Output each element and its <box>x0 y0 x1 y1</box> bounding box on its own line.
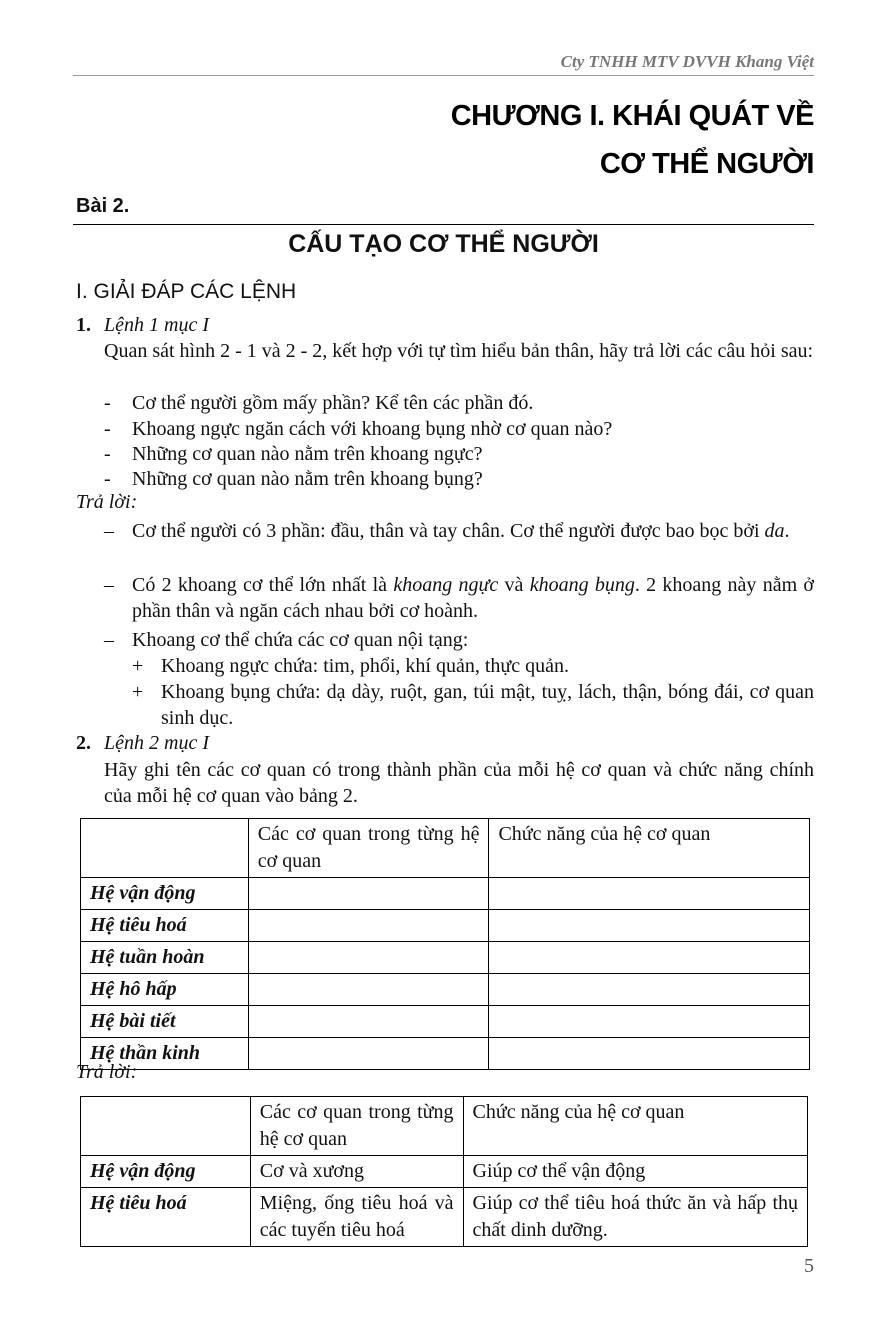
system-label: Hệ hô hấp <box>81 974 249 1006</box>
table-empty-cell <box>248 942 489 974</box>
table-header-cell: Chức năng của hệ cơ quan <box>463 1097 807 1156</box>
answer-text: Khoang cơ thể chứa các cơ quan nội tạng: <box>132 629 469 651</box>
table-row <box>81 910 810 942</box>
question-text: Những cơ quan nào nằm trên khoang bụng? <box>132 468 483 490</box>
table-header-cell: Chức năng của hệ cơ quan <box>489 819 810 878</box>
table-empty-cell <box>489 878 810 910</box>
header-divider <box>73 75 814 76</box>
table-empty-cell <box>489 974 810 1006</box>
system-label: Hệ vận động <box>81 1156 251 1188</box>
table-empty-cell <box>489 1038 810 1070</box>
item-1-title: Lệnh 1 mục I <box>104 314 209 336</box>
table-row <box>81 942 810 974</box>
sub-answer-text: Khoang bụng chứa: dạ dày, ruột, gan, túi mật, tuỵ, lách, thận, bóng đái, cơ quan sinh dục. <box>161 681 814 729</box>
answer-text <box>132 518 814 544</box>
answer-item <box>104 572 814 624</box>
plus-mark: + <box>132 655 144 677</box>
organs-cell: Cơ và xương <box>250 1156 463 1188</box>
lesson-title: CẤU TẠO CƠ THỂ NGƯỜI <box>288 230 599 258</box>
question-item <box>104 390 814 416</box>
table-row <box>81 1038 810 1070</box>
item-1-number: 1. <box>76 314 91 336</box>
table-header-cell: Các cơ quan trong từng hệ cơ quan <box>250 1097 463 1156</box>
answer-italic-term: khoang bụng <box>529 574 635 596</box>
table-empty-cell <box>489 1006 810 1038</box>
question-item <box>104 441 814 467</box>
table-row <box>81 878 810 910</box>
answer-text <box>132 572 814 624</box>
table-empty-cell <box>248 1038 489 1070</box>
header-company: Cty TNHH MTV DVVH Khang Việt <box>560 52 814 71</box>
item-2-heading <box>76 730 209 756</box>
function-cell: Giúp cơ thể vận động <box>463 1156 807 1188</box>
system-label: Hệ tuần hoàn <box>81 942 249 974</box>
item-2-number: 2. <box>76 732 91 754</box>
table-row <box>81 1188 808 1247</box>
answer-table <box>80 1096 808 1247</box>
table-header-cell <box>81 819 249 878</box>
table-header-row <box>81 819 810 878</box>
bullet-mark: - <box>104 392 111 414</box>
table-row <box>81 1156 808 1188</box>
system-label: Hệ tiêu hoá <box>81 1188 251 1247</box>
plus-mark: + <box>132 681 144 703</box>
question-text: Cơ thể người gồm mấy phần? Kể tên các phần đó. <box>132 392 534 414</box>
answer-italic-term: khoang ngực <box>393 574 499 596</box>
item-1-heading <box>76 312 209 338</box>
system-label: Hệ vận động <box>81 878 249 910</box>
answer-text-end: . <box>784 520 790 542</box>
item-2-prompt: Hãy ghi tên các cơ quan có trong thành phần của mỗi hệ cơ quan và chức năng chính của mỗi hệ cơ quan vào bảng 2. <box>104 759 814 807</box>
lesson-divider <box>73 224 814 225</box>
bullet-mark: - <box>104 443 111 465</box>
table-empty-cell <box>489 942 810 974</box>
answer-item <box>104 627 814 653</box>
page-number: 5 <box>804 1255 814 1277</box>
table-empty-cell <box>248 1006 489 1038</box>
chapter-title-line-1: CHƯƠNG I. KHÁI QUÁT VỀ <box>450 100 814 132</box>
dash-mark: – <box>104 574 114 596</box>
table-header-row <box>81 1097 808 1156</box>
table-empty-cell <box>248 878 489 910</box>
section-heading: I. GIẢI ĐÁP CÁC LỆNH <box>76 280 297 303</box>
answer-label-1: Trả lời: <box>76 491 138 513</box>
table-row <box>81 1006 810 1038</box>
blank-table <box>80 818 810 1070</box>
table-row <box>81 974 810 1006</box>
item-2-title: Lệnh 2 mục I <box>104 732 209 754</box>
item-1-prompt: Quan sát hình 2 - 1 và 2 - 2, kết hợp với tự tìm hiểu bản thân, hãy trả lời các câu hỏi sau: <box>104 340 814 362</box>
system-label: Hệ tiêu hoá <box>81 910 249 942</box>
answer-italic-term: da <box>764 520 785 542</box>
table-empty-cell <box>248 910 489 942</box>
answer-text-part: Cơ thể người có 3 phần: đầu, thân và tay chân. Cơ thể người được bao bọc bởi <box>132 520 765 542</box>
table-header-cell <box>81 1097 251 1156</box>
sub-answer-text: Khoang ngực chứa: tim, phổi, khí quản, thực quản. <box>161 655 569 677</box>
sub-answer-item <box>132 679 814 731</box>
system-label: Hệ bài tiết <box>81 1006 249 1038</box>
table-empty-cell <box>489 910 810 942</box>
bullet-mark: - <box>104 468 111 490</box>
lesson-label: Bài 2. <box>76 195 130 217</box>
organs-cell: Miệng, ống tiêu hoá và các tuyến tiêu hoá <box>250 1188 463 1247</box>
answer-text-part: và <box>498 574 530 596</box>
question-item <box>104 466 814 492</box>
question-text: Khoang ngực ngăn cách với khoang bụng nhờ cơ quan nào? <box>132 418 613 440</box>
answer-text-part: . 2 khoang này nằm ở phần thân và ngăn cách nhau bởi cơ hoành. <box>132 574 814 622</box>
question-item <box>104 416 814 442</box>
dash-mark: – <box>104 520 114 542</box>
system-label: Hệ thần kinh <box>81 1038 249 1070</box>
table-header-cell: Các cơ quan trong từng hệ cơ quan <box>248 819 489 878</box>
function-cell: Giúp cơ thể tiêu hoá thức ăn và hấp thụ chất dinh dưỡng. <box>463 1188 807 1247</box>
sub-answer-item <box>132 653 814 679</box>
answer-item <box>104 518 814 544</box>
question-text: Những cơ quan nào nằm trên khoang ngực? <box>132 443 483 465</box>
answer-label-2: Trả lời: <box>76 1061 138 1083</box>
bullet-mark: - <box>104 418 111 440</box>
dash-mark: – <box>104 629 114 651</box>
answer-text-part: Có 2 khoang cơ thể lớn nhất là <box>132 574 394 596</box>
table-empty-cell <box>248 974 489 1006</box>
chapter-title-line-2: CƠ THỂ NGƯỜI <box>599 148 814 180</box>
